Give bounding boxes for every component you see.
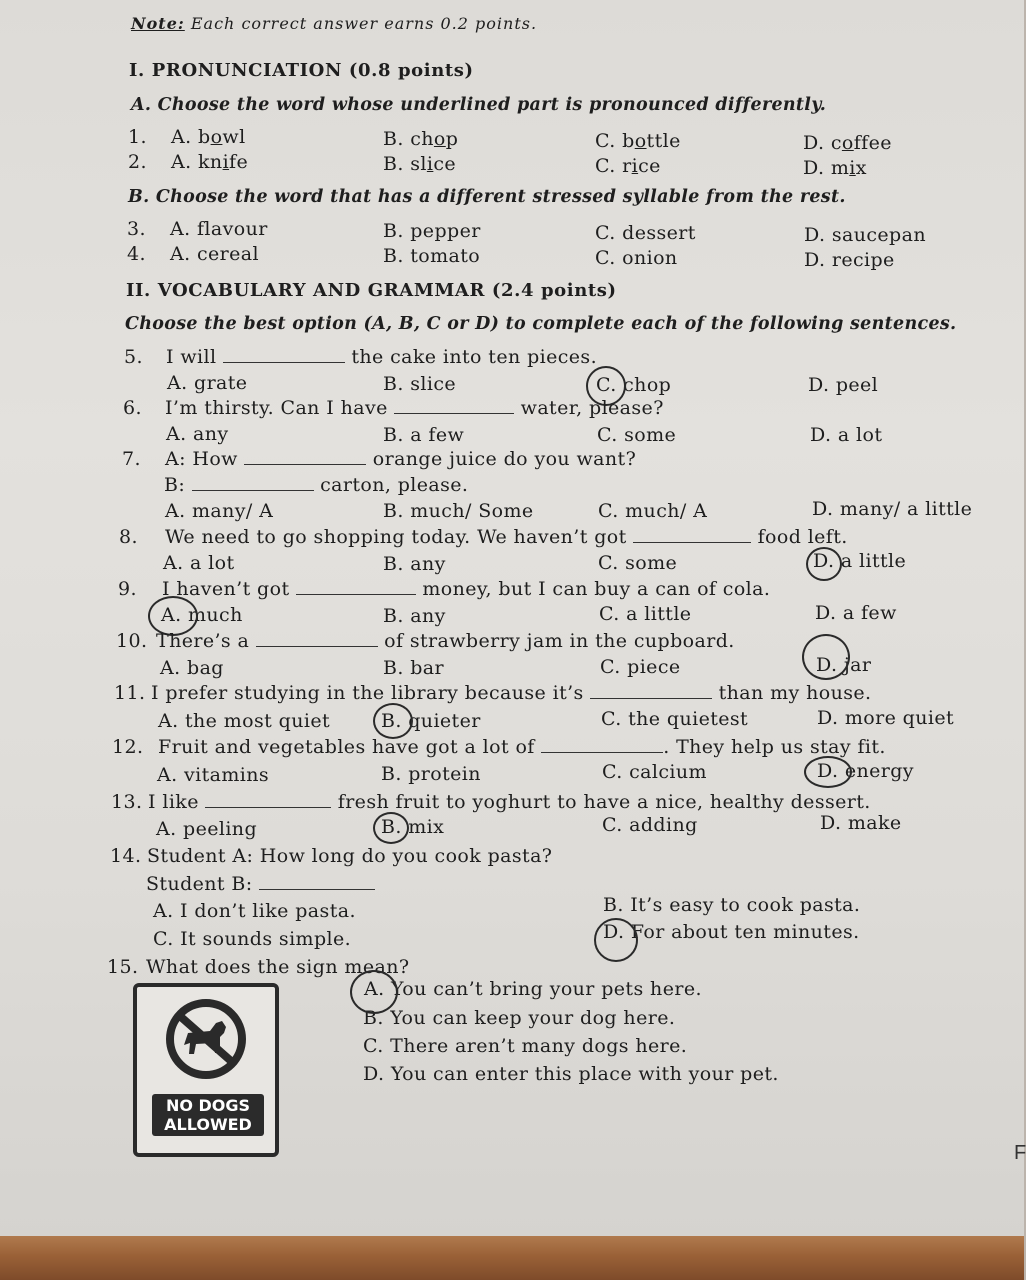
q8-option-a: A. a lot [163, 552, 235, 574]
q13-stem: I like fresh fruit to yoghurt to have a nice, healthy dessert. [148, 791, 871, 813]
q5-option-c: C. chop [596, 374, 672, 396]
q14-option-b: B. It’s easy to cook pasta. [603, 894, 861, 916]
part-b-instruction: B. Choose the word that has a different stressed syllable from the rest. [128, 187, 846, 207]
q13-option-c: C. adding [602, 814, 698, 836]
answer-circle-q10 [802, 634, 850, 680]
option-1a: A. bowl [171, 126, 246, 148]
answer-blank [259, 875, 375, 890]
q13-option-a: A. peeling [156, 818, 258, 840]
no-dogs-sign [133, 983, 279, 1157]
q9-option-d: D. a few [815, 602, 897, 624]
q11-stem: I prefer studying in the library because it’s than my house. [151, 682, 872, 704]
q6-stem: I’m thirsty. Can I have water, please? [165, 397, 664, 419]
option-4a: A. cereal [170, 243, 260, 265]
q9-stem: I haven’t got money, but I can buy a can of cola. [162, 578, 771, 600]
q7-option-d: D. many/ a little [812, 498, 973, 520]
q12-option-b: B. protein [381, 763, 481, 785]
section-pronunciation-title: I. PRONUNCIATION (0.8 points) [129, 60, 474, 81]
q10-option-d: D. jar [816, 654, 872, 676]
option-3a: A. flavour [170, 218, 268, 240]
answer-blank [256, 632, 378, 647]
q8-option-c: C. some [598, 552, 678, 574]
q7-stem: A: How orange juice do you want? [165, 448, 637, 470]
answer-blank [541, 738, 663, 753]
q15-option-c: C. There aren’t many dogs here. [363, 1035, 688, 1057]
sign-label-line2: ALLOWED [164, 1115, 252, 1134]
answer-circle-q15 [350, 970, 398, 1014]
option-2c: C. rice [595, 155, 661, 177]
question-number: 3. [127, 218, 146, 240]
sign-label [152, 1094, 264, 1136]
option-3b: B. pepper [383, 220, 481, 242]
option-4c: C. onion [595, 247, 678, 269]
option-2d: D. mix [803, 157, 867, 179]
q15-stem: What does the sign mean? [146, 956, 410, 978]
q12-option-a: A. vitamins [157, 764, 270, 786]
answer-blank [223, 348, 345, 363]
q11-option-a: A. the most quiet [158, 710, 330, 732]
question-number: 11. [114, 682, 146, 704]
answer-blank [205, 793, 331, 808]
q10-stem: There’s a of strawberry jam in the cupboard. [156, 630, 735, 652]
question-number: 7. [122, 448, 141, 470]
option-1c: C. bottle [595, 130, 681, 152]
answer-blank [192, 476, 314, 491]
q9-option-c: C. a little [599, 603, 692, 625]
q7-stem-line2: B: carton, please. [164, 474, 469, 496]
answer-circle-q13 [373, 812, 409, 844]
q8-option-d: D. a little [813, 550, 907, 572]
option-2b: B. slice [383, 153, 457, 175]
option-3d: D. saucepan [804, 224, 926, 246]
question-number: 1. [128, 126, 147, 148]
question-number: 4. [127, 243, 146, 265]
option-2a: A. knife [171, 151, 249, 173]
option-1d: D. coffee [803, 132, 892, 154]
q10-option-c: C. piece [600, 656, 681, 678]
answer-circle-q14 [594, 918, 638, 962]
answer-blank [244, 450, 366, 465]
question-number: 12. [112, 736, 144, 758]
q8-option-b: B. any [383, 553, 446, 575]
answer-blank [633, 528, 751, 543]
q12-stem: Fruit and vegetables have got a lot of . They help us stay fit. [158, 736, 886, 758]
q13-option-b: B. mix [381, 816, 445, 838]
answer-blank [296, 580, 416, 595]
q15-option-a: A. You can’t bring your pets here. [364, 978, 702, 1000]
question-number: 14. [110, 845, 142, 867]
question-number: 5. [124, 346, 143, 368]
answer-circle-q12 [804, 756, 852, 788]
note-label: Note: [131, 14, 185, 33]
question-number: 10. [116, 630, 148, 652]
q14-option-a: A. I don’t like pasta. [153, 900, 356, 922]
q6-option-d: D. a lot [810, 424, 883, 446]
q9-option-b: B. any [383, 605, 446, 627]
option-4d: D. recipe [804, 249, 895, 271]
part-a-instruction: A. Choose the word whose underlined part is pronounced differently. [131, 95, 827, 115]
answer-blank [394, 399, 514, 414]
answer-circle-q8 [806, 547, 842, 581]
q11-option-b: B. quieter [381, 710, 481, 732]
wooden-desk [0, 1236, 1024, 1280]
q15-option-d: D. You can enter this place with your pet. [363, 1063, 779, 1085]
q5-stem: I will the cake into ten pieces. [166, 346, 598, 368]
q9-option-a: A. much [161, 604, 243, 626]
q14-option-c: C. It sounds simple. [153, 928, 352, 950]
q10-option-a: A. bag [160, 657, 224, 679]
question-number: 13. [111, 791, 143, 813]
sign-label-line1: NO DOGS [165, 1096, 251, 1115]
q13-option-d: D. make [820, 812, 902, 834]
q15-option-b: B. You can keep your dog here. [363, 1007, 676, 1029]
q14-option-d: D. For about ten minutes. [603, 921, 860, 943]
q6-option-a: A. any [166, 423, 229, 445]
q6-option-c: C. some [597, 424, 677, 446]
no-dogs-icon [164, 997, 248, 1081]
q5-option-b: B. slice [383, 373, 457, 395]
q7-option-b: B. much/ Some [383, 500, 534, 522]
section-vocabulary-title: II. VOCABULARY AND GRAMMAR (2.4 points) [126, 280, 617, 301]
question-number: 2. [128, 151, 147, 173]
question-number: 8. [119, 526, 138, 548]
question-number: 9. [118, 578, 137, 600]
option-1b: B. chop [383, 128, 459, 150]
q7-option-c: C. much/ A [598, 500, 708, 522]
q6-option-b: B. a few [383, 424, 465, 446]
q11-option-c: C. the quietest [601, 708, 749, 730]
option-4b: B. tomato [383, 245, 481, 267]
q7-option-a: A. many/ A [165, 500, 274, 522]
q12-option-d: D. energy [817, 760, 914, 782]
section-vocabulary-instruction: Choose the best option (A, B, C or D) to complete each of the following sentences. [125, 314, 957, 334]
page-edge-letter: F [1014, 1142, 1026, 1164]
q12-option-c: C. calcium [602, 761, 707, 783]
answer-blank [590, 684, 712, 699]
q8-stem: We need to go shopping today. We haven’t got food left. [165, 526, 848, 548]
note-text: Each correct answer earns 0.2 points. [184, 14, 538, 33]
answer-circle-q11 [373, 703, 413, 739]
q14-stem-line2: Student B: [146, 873, 375, 895]
question-number: 6. [123, 397, 142, 419]
q5-option-a: A. grate [167, 372, 248, 394]
q14-stem: Student A: How long do you cook pasta? [147, 845, 553, 867]
option-3c: C. dessert [595, 222, 696, 244]
question-number: 15. [107, 956, 139, 978]
q10-option-b: B. bar [383, 657, 445, 679]
note [131, 14, 537, 33]
q5-option-d: D. peel [808, 374, 879, 396]
q11-option-d: D. more quiet [817, 707, 955, 729]
